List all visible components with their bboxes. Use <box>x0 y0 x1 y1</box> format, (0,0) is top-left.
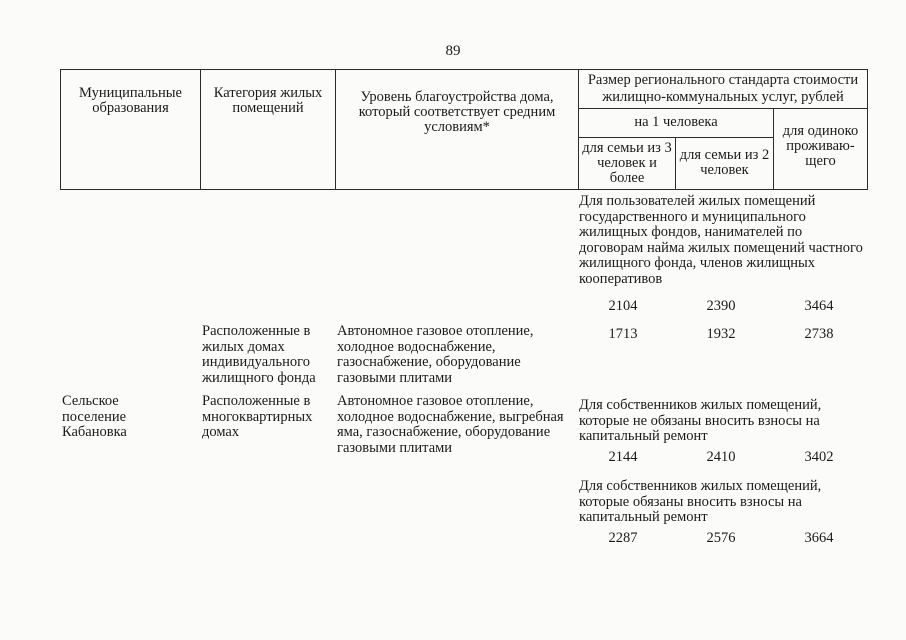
value-users-family3: 2104 <box>608 298 638 314</box>
header-standard-size: Размер регионального стандарта стоимости жилищно-коммунальных услуг, рублей <box>578 69 868 109</box>
header-municipality: Муниципальные образования <box>60 69 201 190</box>
value-users-single: 3464 <box>804 298 834 314</box>
value-individual-family2: 1932 <box>706 326 736 342</box>
value-not-obliged-family2: 2410 <box>706 449 736 465</box>
note-users: Для пользователей жилых помещений государственного и муниципального жилищных фондов, нанимателей по договорам найма жилых помещений частного жилищного фонда, членов жилищных кооперативов <box>579 193 863 287</box>
header-per-person: на 1 человека <box>578 108 774 138</box>
value-users-family2: 2390 <box>706 298 736 314</box>
amenities-individual-houses: Автономное газовое отопление, холодное водоснабжение, газоснабжение, оборудование газовыми плитами <box>337 323 534 386</box>
table-header <box>60 69 868 190</box>
category-individual-houses: Расположенные в жилых домах индивидуального жилищного фонда <box>202 323 316 386</box>
category-apartment-buildings: Расположенные в многоквартирных домах <box>202 393 313 440</box>
value-obliged-single: 3664 <box>804 530 834 546</box>
header-family-3plus: для семьи из 3 человек и более <box>578 137 676 190</box>
value-obliged-family2: 2576 <box>706 530 736 546</box>
header-amenity-level: Уровень благоустройства дома, который соответствует средним условиям* <box>335 69 579 190</box>
note-owners-not-obliged: Для собственников жилых помещений, которые не обязаны вносить взносы на капитальный ремонт <box>579 397 822 444</box>
header-category: Категория жилых помещений <box>200 69 336 190</box>
settlement-name: Сельское поселение Кабановка <box>62 393 127 440</box>
value-individual-single: 2738 <box>804 326 834 342</box>
header-single-resident: для одиноко проживаю-щего <box>773 108 868 190</box>
value-obliged-family3: 2287 <box>608 530 638 546</box>
value-not-obliged-family3: 2144 <box>608 449 638 465</box>
amenities-apartment-buildings: Автономное газовое отопление, холодное водоснабжение, выгребная яма, газоснабжение, оборудование газовыми плитами <box>337 393 564 456</box>
value-individual-family3: 1713 <box>608 326 638 342</box>
header-family-2: для семьи из 2 человек <box>675 137 774 190</box>
value-not-obliged-single: 3402 <box>804 449 834 465</box>
note-owners-obliged: Для собственников жилых помещений, которые обязаны вносить взносы на капитальный ремонт <box>579 478 822 525</box>
page-number: 89 <box>445 43 461 59</box>
